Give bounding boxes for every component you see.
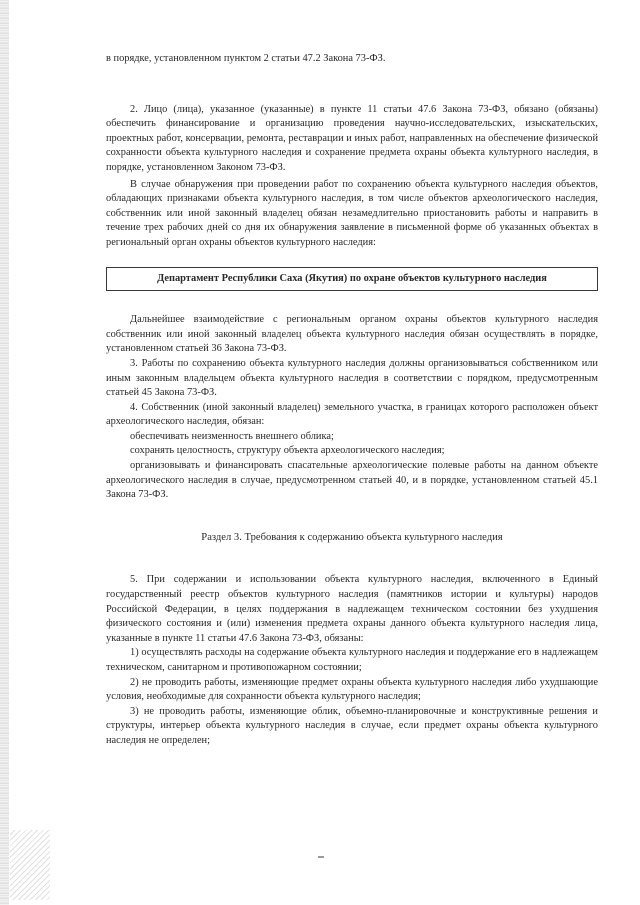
scan-mark xyxy=(318,856,324,858)
item-5-2: 2) не проводить работы, изменяющие предмет охраны объекта культурного наследия либо ухудшающие условия, необходимые для сохранности объекта культурного наследия; xyxy=(106,676,598,703)
line-top: в порядке, установленном пунктом 2 статьи 47.2 Закона 73-ФЗ. xyxy=(106,53,386,64)
document-page xyxy=(106,52,598,749)
item-5-3: 3) не проводить работы, изменяющие облик, объемно-планировочные и конструктивные решения и структуры, интерьер объекта культурного наследия в случае, если предмет охраны объекта культурного наследия не определен; xyxy=(106,705,598,746)
item-4-2: сохранять целостность, структуру объекта археологического наследия; xyxy=(130,445,445,457)
paragraph-further: Дальнейшее взаимодействие с региональным органом охраны объектов культурного наследия собственник или иной законный владелец объекта культурного наследия обязан осуществлять в порядке, установленном статьей 36 Закона 73-ФЗ. xyxy=(106,314,598,355)
section-3-title: Раздел 3. Требования к содержанию объекта культурного наследия xyxy=(201,531,503,543)
item-5-1: 1) осуществлять расходы на содержание объекта культурного наследия и поддержание его в надлежащем техническом, санитарном и противопожарном состоянии; xyxy=(106,647,598,673)
item-4-3: организовывать и финансировать спасательные археологические полевые работы на данном объекте археологического наследия в случае, предусмотренном статьей 40, и в порядке, установленном статьей 45.1 Закона 73-ФЗ. xyxy=(106,460,598,501)
item-4-1: обеспечивать неизменность внешнего облика; xyxy=(130,430,334,442)
paragraph-4: 4. Собственник (иной законный владелец) земельного участка, в границах которого расположен объект археологического наследия, обязан: xyxy=(106,401,598,428)
paragraph-2: 2. Лицо (лица), указанное (указанные) в пункте 11 статьи 47.6 Закона 73-ФЗ, обязано (обязаны) обеспечить финансирование и организацию проведения научно-исследовательских, изыскательских, проектных работ, консервации, ремонта, реставрации и иных работ, направленных на обеспечение физической сохранности объекта культурного наследия и сохранение предмета охраны объекта культурного наследия, в порядке, установленном Законом 73-ФЗ. xyxy=(106,103,598,173)
department-box: Департамент Республики Саха (Якутия) по охране объектов культурного наследия xyxy=(106,267,598,292)
paragraph-3: 3. Работы по сохранению объекта культурного наследия должны организовываться собственником или иным законным владельцем объекта культурного наследия в соответствии с порядком, предусмотренным статьей 45 Закона 73-ФЗ. xyxy=(106,357,598,399)
scan-edge xyxy=(0,0,9,905)
paragraph-discovery: В случае обнаружения при проведении работ по сохранению объекта культурного наследия объектов, обладающих признаками объекта культурного наследия, в том числе объектов археологического наследия, собственник или иной законный владелец обязан незамедлительно приостановить работы и направить в течение трех рабочих дней со дня их обнаружения заявление в письменной форме об указанных объектах в региональный орган охраны объектов культурного наследия: xyxy=(106,178,598,248)
paragraph-5: 5. При содержании и использовании объекта культурного наследия, включенного в Единый государственный реестр объектов культурного наследия (памятников истории и культуры) народов Российской Федерации, в целях поддержания в надлежащем техническом состоянии без ухудшения физического состояния и (или) изменения предмета охраны данного объекта культурного наследия лица, указанные в пункте 11 статьи 47.6 Закона 73-ФЗ, обязаны: xyxy=(106,574,598,644)
scan-noise xyxy=(10,830,50,900)
